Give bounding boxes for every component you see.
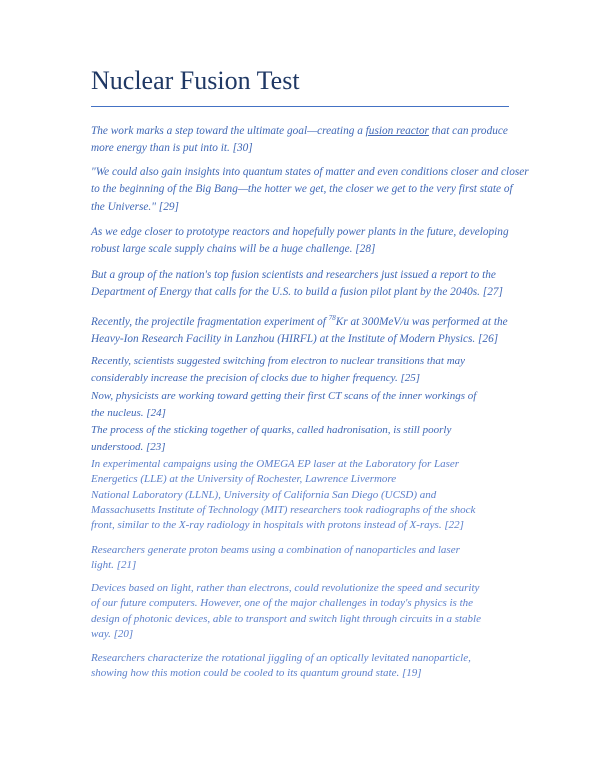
paragraph-line: Energetics (LLE) at the University of Rochester, Lawrence Livermore [91, 473, 397, 486]
title-divider [91, 106, 509, 107]
paragraph-quantum-states [91, 164, 529, 216]
paragraph-line: the Universe." [29] [91, 200, 179, 213]
paragraph-line: light. [21] [91, 559, 137, 572]
paragraph-line: of our future computers. However, one of the major challenges in today's physics is the [91, 597, 474, 610]
paragraph-supply-chains [91, 224, 509, 259]
paragraph-line: robust large scale supply chains will be a huge challenge. [28] [91, 243, 376, 256]
paragraph-fusion-reactor [91, 123, 508, 158]
paragraph-proton-beams [91, 543, 460, 574]
paragraph-line: Massachusetts Institute of Technology (MIT) researchers took radiographs of the shock [91, 503, 476, 516]
paragraph-pilot-plant [91, 267, 503, 302]
paragraph-line: The work marks a step toward the ultimate goal—creating a fusion reactor that can produce [91, 125, 508, 137]
paragraph-levitated-nanoparticle [91, 651, 471, 682]
paragraph-line: As we edge closer to prototype reactors and hopefully power plants in the future, developing [91, 226, 509, 238]
paragraph-line: understood. [23] [91, 441, 166, 453]
paragraph-line: front, similar to the X-ray radiology in hospitals with protons instead of X-rays. [22] [91, 519, 464, 532]
paragraph-line: Researchers characterize the rotational jiggling of an optically levitated nanoparticle, [91, 652, 471, 664]
paragraph-line: The process of the sticking together of quarks, called hadronisation, is still poorly [91, 424, 452, 436]
paragraph-line: to the beginning of the Big Bang—the hotter we get, the closer we get to the very first state of [91, 183, 513, 196]
paragraph-line: showing how this motion could be cooled to its quantum ground state. [19] [91, 667, 422, 680]
page-title: Nuclear Fusion Test [91, 66, 300, 95]
paragraph-line: But a group of the nation's top fusion scientists and researchers just issued a report to the [91, 269, 496, 281]
paragraph-line: Heavy-Ion Research Facility in Lanzhou (HIRFL) at the Institute of Modern Physics. [26] [91, 333, 499, 346]
paragraph-line: the nucleus. [24] [91, 407, 166, 419]
paragraph-line: "We could also gain insights into quantum states of matter and even conditions closer and closer [91, 166, 529, 178]
paragraph-fragmentation [91, 310, 508, 348]
paragraph-photonic-devices [91, 581, 481, 642]
paragraph-omega-ep [91, 457, 475, 533]
paragraph-line: Devices based on light, rather than electrons, could revolutionize the speed and security [91, 582, 480, 594]
paragraph-line: Now, physicists are working toward getting their first CT scans of the inner workings of [91, 390, 477, 402]
paragraph-line: way. [20] [91, 627, 134, 640]
paragraph-hadronisation [91, 422, 451, 456]
paragraph-line: Recently, scientists suggested switching from electron to nuclear transitions that may [91, 355, 466, 367]
paragraph-ct-scans [91, 388, 476, 422]
paragraph-line: more energy than is put into it. [30] [91, 142, 253, 155]
paragraph-line: National Laboratory (LLNL), University of California San Diego (UCSD) and [91, 488, 437, 501]
paragraph-nuclear-clocks [91, 353, 465, 387]
fusion-reactor-link[interactable]: fusion reactor [365, 125, 429, 137]
paragraph-line: design of photonic devices, able to transport and switch light through circuits in a stable [91, 612, 481, 625]
paragraph-line: In experimental campaigns using the OMEGA EP laser at the Laboratory for Laser [91, 458, 460, 470]
paragraph-line: Department of Energy that calls for the U.S. to build a fusion pilot plant by the 2040s. [27] [91, 286, 503, 299]
paragraph-line: Researchers generate proton beams using a combination of nanoparticles and laser [91, 544, 460, 556]
paragraph-line: Recently, the projectile fragmentation experiment of $^{78}$Kr at 300MeV/u was performed at the [91, 314, 508, 328]
paragraph-line: considerably increase the precision of clocks due to higher frequency. [25] [91, 372, 421, 384]
